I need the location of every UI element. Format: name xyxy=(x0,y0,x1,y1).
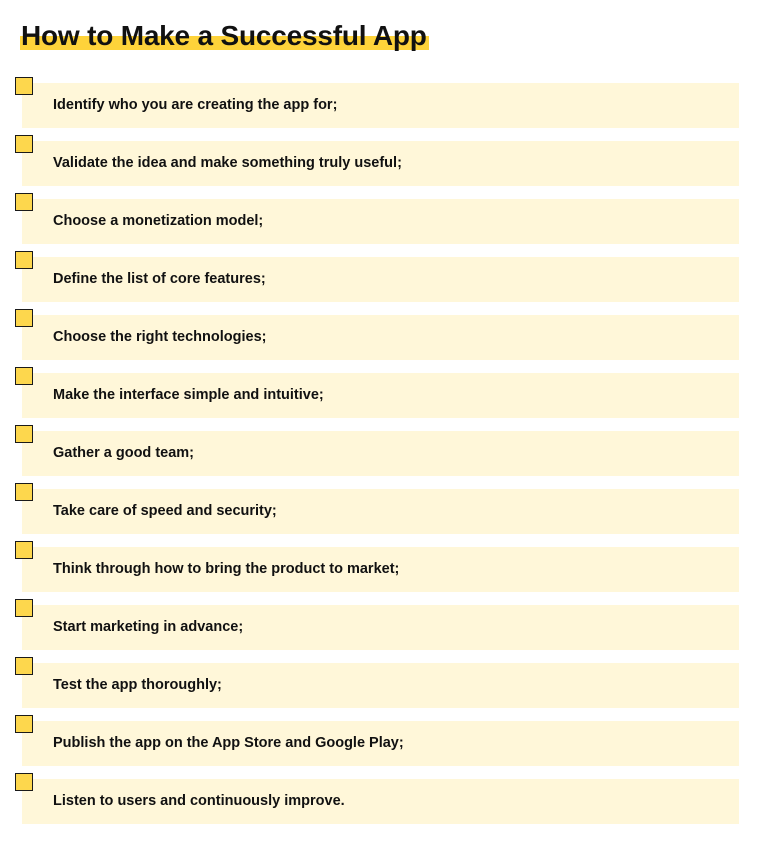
square-bullet-icon xyxy=(15,657,33,675)
list-item-label: Validate the idea and make something truly useful; xyxy=(53,155,402,171)
list-item-label: Start marketing in advance; xyxy=(53,619,244,635)
list-item xyxy=(14,135,740,185)
list-item-label: Think through how to bring the product to market; xyxy=(53,561,400,577)
list-item-label: Choose the right technologies; xyxy=(53,329,267,345)
list-item xyxy=(14,483,740,533)
page-title-text: How to Make a Successful App xyxy=(21,20,427,51)
square-bullet-icon xyxy=(15,77,33,95)
list-item xyxy=(14,599,740,649)
list-item-label: Identify who you are creating the app for; xyxy=(53,97,338,113)
list-item xyxy=(14,715,740,765)
list-item xyxy=(14,77,740,127)
square-bullet-icon xyxy=(15,367,33,385)
list-item xyxy=(14,773,740,823)
square-bullet-icon xyxy=(15,135,33,153)
list-item xyxy=(14,309,740,359)
list-item-label: Listen to users and continuously improve. xyxy=(53,793,345,809)
list-item xyxy=(14,193,740,243)
list-item xyxy=(14,425,740,475)
square-bullet-icon xyxy=(15,599,33,617)
list-item xyxy=(14,367,740,417)
square-bullet-icon xyxy=(15,425,33,443)
list-item-label: Define the list of core features; xyxy=(53,271,266,287)
list-item xyxy=(14,251,740,301)
list-item xyxy=(14,541,740,591)
square-bullet-icon xyxy=(15,541,33,559)
list-item-label: Take care of speed and security; xyxy=(53,503,277,519)
square-bullet-icon xyxy=(15,715,33,733)
list-item-label: Gather a good team; xyxy=(53,445,194,461)
page-title xyxy=(20,18,429,54)
list-item xyxy=(14,657,740,707)
square-bullet-icon xyxy=(15,483,33,501)
square-bullet-icon xyxy=(15,193,33,211)
square-bullet-icon xyxy=(15,251,33,269)
page-title-block xyxy=(20,18,429,54)
list-item-label: Choose a monetization model; xyxy=(53,213,264,229)
list-item-label: Publish the app on the App Store and Google Play; xyxy=(53,735,404,751)
list-item-label: Make the interface simple and intuitive; xyxy=(53,387,324,403)
list-item-label: Test the app thoroughly; xyxy=(53,677,222,693)
square-bullet-icon xyxy=(15,773,33,791)
square-bullet-icon xyxy=(15,309,33,327)
